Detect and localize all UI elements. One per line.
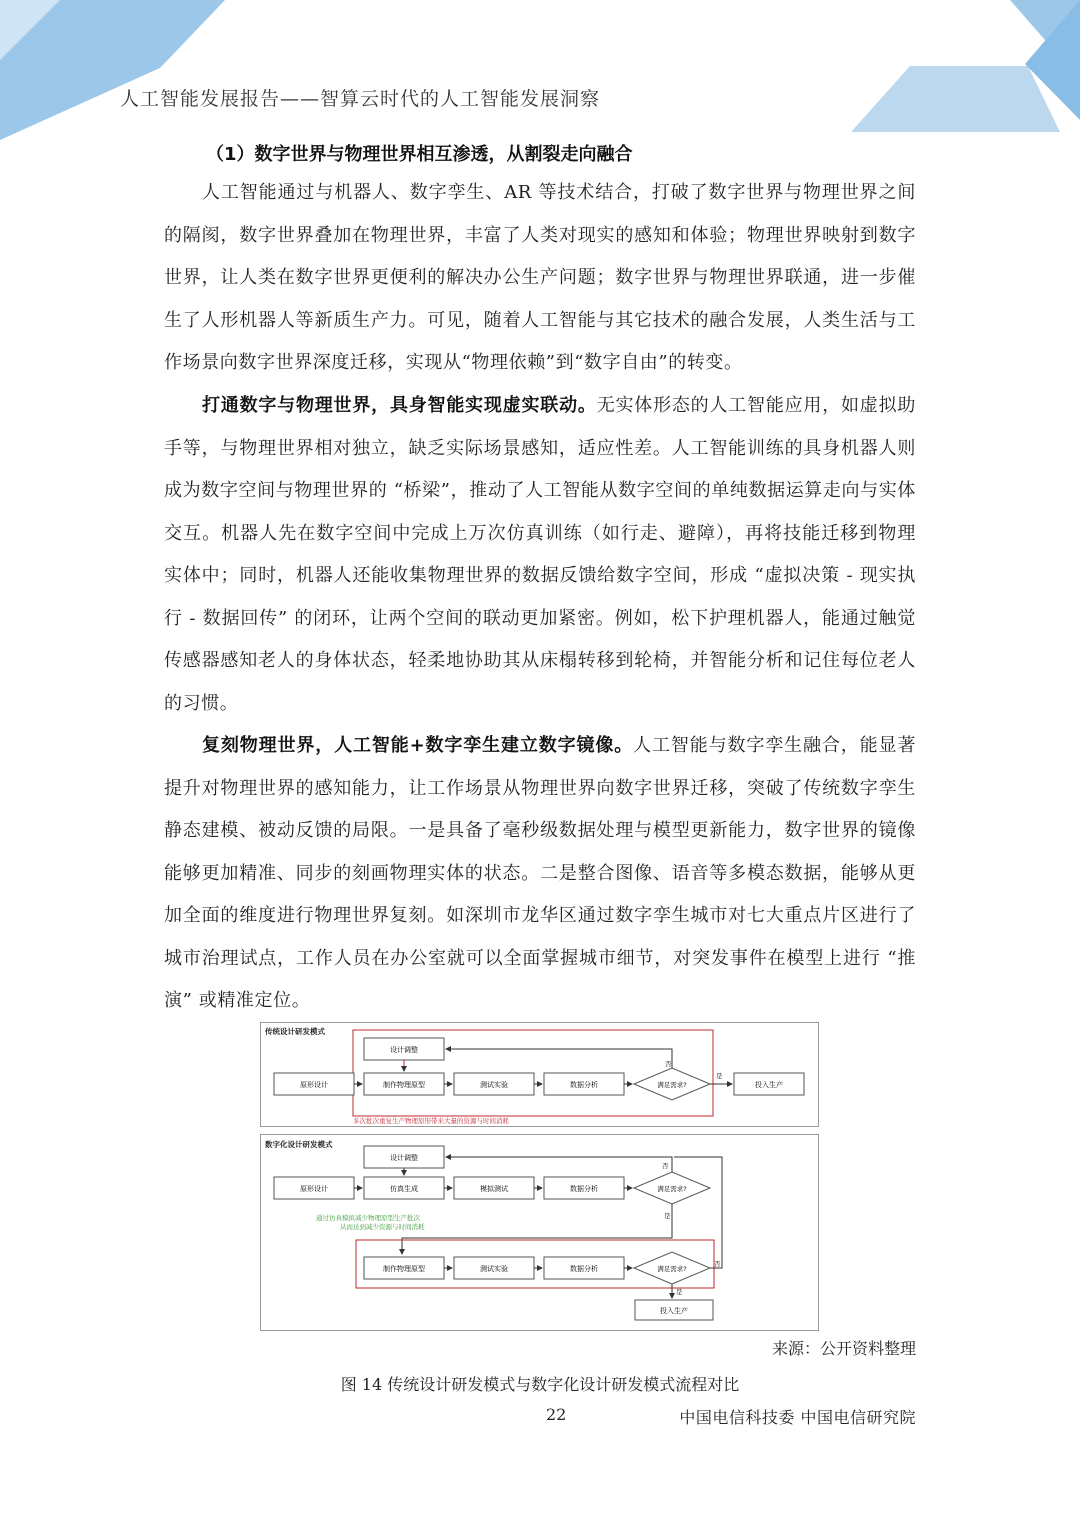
corner-decoration-right bbox=[850, 0, 1080, 140]
dig-no2-label: 否 bbox=[714, 1260, 721, 1268]
dig-test-label: 测试实验 bbox=[480, 1265, 508, 1273]
digital-note-line2: 从而达到减少资源与时间消耗 bbox=[340, 1223, 425, 1231]
trad-make-physical-label: 制作物理原型 bbox=[383, 1081, 425, 1089]
figure-source: 来源：公开资料整理 bbox=[771, 1339, 916, 1358]
dig-adjust-label: 设计调整 bbox=[390, 1154, 418, 1162]
traditional-note: 多次批次重复生产物理原形带来大量的资源与时间消耗 bbox=[353, 1117, 509, 1125]
dig-no-label: 否 bbox=[662, 1162, 669, 1170]
dig-analysis2-label: 数据分析 bbox=[570, 1265, 598, 1273]
running-header: 人工智能发展报告——智算云时代的人工智能发展洞察 bbox=[120, 88, 601, 110]
trad-prototype-design-label: 原形设计 bbox=[300, 1081, 328, 1089]
dig-decision-label: 满足需求? bbox=[657, 1185, 687, 1193]
paragraph-2 bbox=[164, 385, 916, 725]
trad-no-label: 否 bbox=[665, 1060, 672, 1068]
trad-adjust-label: 设计调整 bbox=[390, 1046, 418, 1054]
paragraph-1 bbox=[164, 172, 916, 385]
figure-caption: 图 14 传统设计研发模式与数字化设计研发模式流程对比 bbox=[340, 1375, 740, 1394]
dig-decision2-label: 满足需求? bbox=[657, 1265, 687, 1273]
trad-yes-label: 是 bbox=[716, 1072, 723, 1080]
footer-organizations: 中国电信科技委 中国电信研究院 bbox=[679, 1408, 916, 1427]
trad-production-label: 投入生产 bbox=[755, 1081, 783, 1089]
paragraph-2-text: 无实体形态的人工智能应用，如虚拟助手等，与物理世界相对独立，缺乏实际场景感知，适应性差。人工智能训练的具身机器人则成为数字空间与物理世界的 “桥梁”，推动了人工智能从数字空间的单纯数据运算走向与实体交互。机器人先在数字空间中完成上万次仿真训练（如行走、避障），再将技能迁移到物理实体中；同时，机器人还能收集物理世界的数据反馈给数字空间，形成 “虚拟决策 - 现实执行 - 数据回传” 的闭环，让两个空间的联动更加紧密。例如，松下护理机器人，能通过触觉传感器感知老人的身体状态，轻柔地协助其从床榻转移到轮椅，并智能分析和记住每位老人的习惯。 bbox=[164, 395, 916, 714]
trad-analysis-label: 数据分析 bbox=[570, 1081, 598, 1089]
dig-sim-test-label: 模拟测试 bbox=[480, 1185, 508, 1193]
dig-make-physical-label: 制作物理原型 bbox=[383, 1265, 425, 1273]
traditional-title: 传统设计研发模式 bbox=[265, 1027, 325, 1036]
paragraph-3-text: 人工智能与数字孪生融合，能显著提升对物理世界的感知能力，让工作场景从物理世界向数字世界迁移，突破了传统数字孪生静态建模、被动反馈的局限。一是具备了毫秒级数据处理与模型更新能力，数字世界的镜像能够更加精准、同步的刻画物理实体的状态。二是整合图像、语音等多模态数据，能够从更加全面的维度进行物理世界复刻。如深圳市龙华区通过数字孪生城市对七大重点片区进行了城市治理试点，工作人员在办公室就可以全面掌握城市细节，对突发事件在模型上进行 “推演” 或精准定位。 bbox=[164, 735, 916, 1011]
section-title: （1）数字世界与物理世界相互渗透，从割裂走向融合 bbox=[206, 144, 633, 165]
corner-decoration-left bbox=[0, 0, 240, 140]
dig-production-label: 投入生产 bbox=[660, 1307, 688, 1315]
digital-panel bbox=[261, 1135, 819, 1331]
paragraph-3 bbox=[164, 725, 916, 1023]
trad-decision-label: 满足需求? bbox=[657, 1081, 687, 1089]
dig-yes2-label: 是 bbox=[676, 1288, 683, 1296]
paragraph-1-text: 人工智能通过与机器人、数字孪生、AR 等技术结合，打破了数字世界与物理世界之间的隔阂，数字世界叠加在物理世界，丰富了人类对现实的感知和体验；物理世界映射到数字世界，让人类在数字世界更便利的解决办公生产问题；数字世界与物理世界联通，进一步催生了人形机器人等新质生产力。可见，随着人工智能与其它技术的融合发展，人类生活与工作场景向数字世界深度迁移，实现从“物理依赖”到“数字自由”的转变。 bbox=[164, 182, 916, 373]
flowchart-figure bbox=[260, 1022, 820, 1334]
paragraph-3-lead: 复刻物理世界，人工智能+数字孪生建立数字镜像。 bbox=[202, 735, 634, 756]
trad-test-label: 测试实验 bbox=[480, 1081, 508, 1089]
digital-note-line1: 通过仿真模拟减少物理原型生产批次 bbox=[316, 1214, 420, 1222]
paragraph-2-lead: 打通数字与物理世界，具身智能实现虚实联动。 bbox=[202, 395, 597, 416]
digital-title: 数字化设计研发模式 bbox=[265, 1140, 333, 1149]
dig-yes-label: 是 bbox=[664, 1212, 671, 1220]
dig-prototype-design-label: 原形设计 bbox=[300, 1185, 328, 1193]
page-number: 22 bbox=[546, 1405, 567, 1424]
dig-simulation-label: 仿真生成 bbox=[390, 1185, 418, 1193]
dig-analysis-label: 数据分析 bbox=[570, 1185, 598, 1193]
